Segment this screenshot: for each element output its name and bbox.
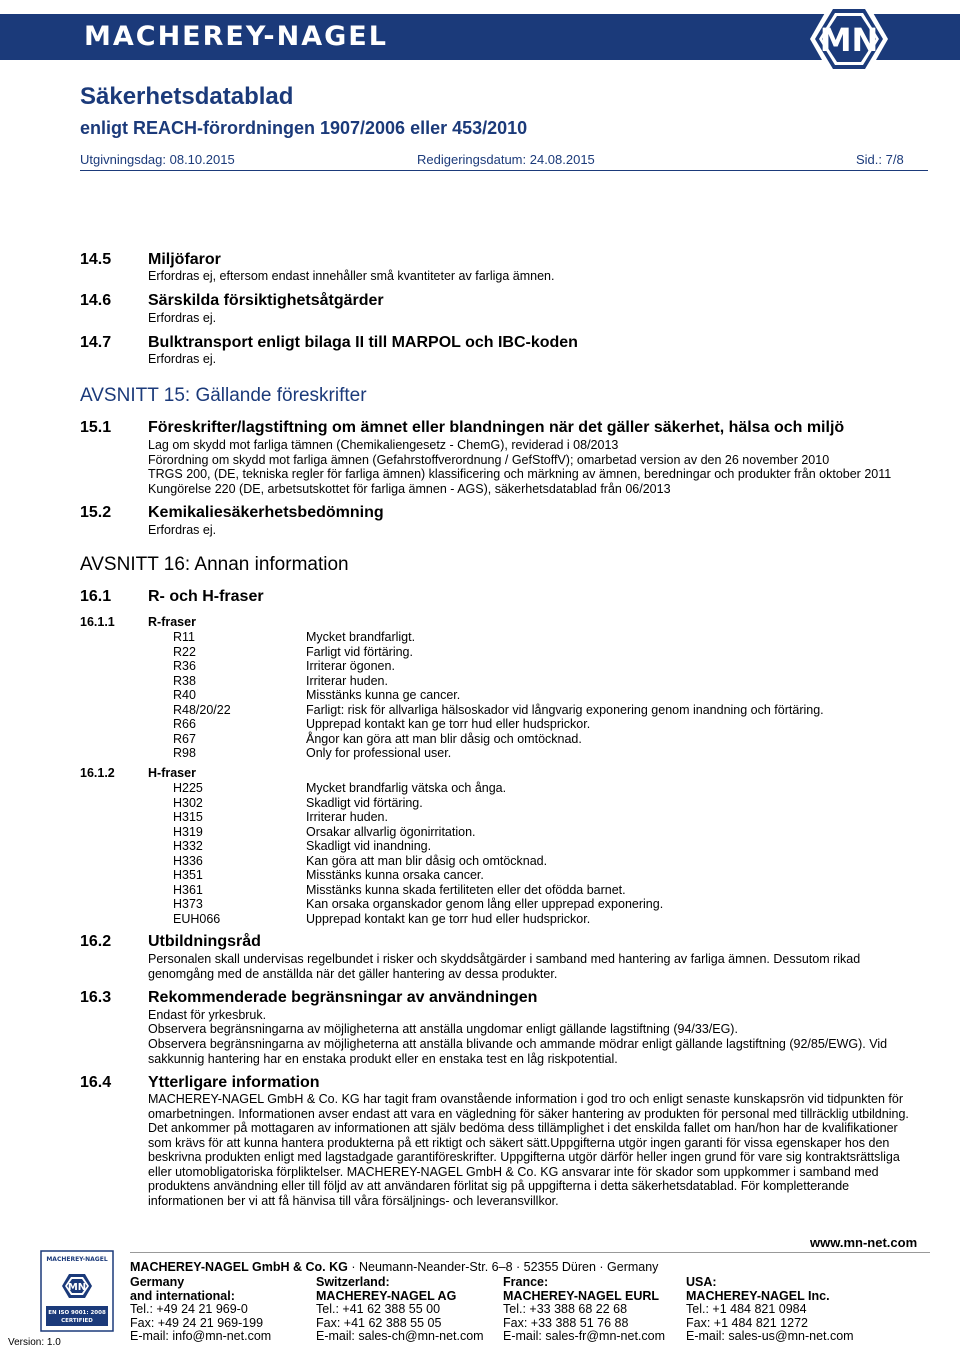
r-phrase-code: R98 bbox=[173, 746, 196, 760]
r-phrase-text: Farligt vid förtäring. bbox=[306, 644, 413, 659]
footer-contact-mail[interactable]: E-mail: sales-ch@mn-net.com bbox=[316, 1329, 484, 1344]
r-phrase-text: Farligt: risk för allvarliga hälsoskador vid långvarig exponering genom inandning och förtäring. bbox=[306, 702, 824, 717]
section-15-1-line: Lag om skydd mot farliga tämnen (Chemikaliengesetz - ChemG), reviderad i 08/2013 bbox=[148, 438, 619, 452]
section-14-6-text: Erfordras ej. bbox=[148, 311, 217, 325]
mn-logo-icon bbox=[782, 0, 916, 78]
r-phrase-code: R66 bbox=[173, 717, 196, 731]
h-phrase-code: H351 bbox=[173, 868, 203, 882]
h-phrase-code: H315 bbox=[173, 810, 203, 824]
doc-title: Säkerhetsdatablad bbox=[80, 83, 294, 110]
footer-contact-l1: Germany bbox=[130, 1275, 185, 1289]
footer-contact-tel: Tel.: +33 388 68 22 68 bbox=[503, 1302, 628, 1317]
r-phrase-code: R38 bbox=[173, 673, 196, 688]
section-16-2-text: Personalen skall undervisas regelbundet i risker och skyddsåtgärder i samband med hantering av farliga ämnen. Dessutom rikad genomgång med de anställda när det gäller hantering av dessa produkter. bbox=[148, 952, 861, 981]
svg-text:EN ISO 9001: 2008: EN ISO 9001: 2008 bbox=[48, 1310, 106, 1316]
h-phrase-text: Skadligt vid förtäring. bbox=[306, 795, 423, 810]
r-phrase-code: R11 bbox=[173, 630, 196, 644]
h-phrase-code: H361 bbox=[173, 882, 203, 897]
h-phrase-code: H225 bbox=[173, 781, 203, 795]
version-label: Version: 1.0 bbox=[8, 1337, 61, 1348]
footer-contact-l2: MACHEREY-NAGEL Inc. bbox=[686, 1288, 830, 1303]
h-phrase-text: Kan orsaka organskador genom lång eller upprepad exponering. bbox=[306, 897, 664, 911]
footer-contact-fax: Fax: +41 62 388 55 05 bbox=[316, 1315, 442, 1330]
h-phrase-code: H302 bbox=[173, 795, 203, 810]
section-16-heading: AVSNITT 16: Annan information bbox=[80, 554, 349, 575]
footer-contact-mail[interactable]: E-mail: sales-fr@mn-net.com bbox=[503, 1329, 666, 1344]
r-phrase-code: R67 bbox=[173, 731, 196, 746]
h-phrase-code: H319 bbox=[173, 824, 203, 839]
r-phrase-text: Misstänks kunna ge cancer. bbox=[306, 688, 461, 702]
header-bar bbox=[0, 0, 960, 78]
h-phrase-text: Mycket brandfarlig vätska och ånga. bbox=[306, 781, 507, 795]
section-16-3-line: Observera begränsningarna av möjligheterna att anställa ungdomar enligt gällande lagstiftning (94/33/EG). bbox=[148, 1022, 738, 1036]
footer-contact-l1: Switzerland: bbox=[316, 1275, 390, 1289]
header-divider bbox=[80, 170, 928, 171]
r-phrase-text: Upprepad kontakt kan ge torr hud eller hudsprickor. bbox=[306, 717, 591, 731]
revision-date: Redigeringsdatum: 24.08.2015 bbox=[417, 152, 595, 167]
r-phrase-text: Irriterar ögonen. bbox=[306, 659, 395, 673]
r-phrase-text: Irriterar huden. bbox=[306, 673, 388, 688]
footer-contact-l1: France: bbox=[503, 1275, 549, 1289]
r-phrases-number: 16.1.1 bbox=[80, 615, 115, 629]
r-phrase-code: R22 bbox=[173, 644, 196, 659]
r-phrase-code: R36 bbox=[173, 659, 196, 673]
section-16-4-text: MACHEREY-NAGEL GmbH & Co. KG har tagit fram ovanstående information i god tro och enligt senaste kunskapsrön vid tidpunkten för omarbetningen. Informationen avser endast att vara en vägledning för säker hantering av produkten för personal med tillräcklig utbildning. Det ankommer på mottagaren av informationen att själv bedöma dess tillämplighet i det enskilda fallet om han/hon har de kvalifikationer som krävs för att kunna hantera produkterna på ett riktigt och säkert sätt.Uppgifterna utgör ingen garanti för vissa egenskaper hos den beskrivna produkten enligt med lagstadgade garantiföreskrifter. Uppgifterna utgör därför heller ingen grund för vare sig kontraktsrättsliga eller utomobligatoriska förpliktelser. MACHEREY-NAGEL GmbH & Co. KG ansvarar inte för skador som uppkommer i samband med produktens användning eller till följd av att användaren förlitat sig på uppgifterna i detta säkerhetsdatablad. För kompletterande informationen ber vi att få hänvisa till våra försäljnings- och leveransvillkor. bbox=[148, 1092, 909, 1208]
h-phrase-text: Misstänks kunna skada fertiliteten eller det ofödda barnet. bbox=[306, 882, 626, 897]
footer-address-line: MACHEREY-NAGEL GmbH & Co. KG · Neumann-Neander-Str. 6–8 · 52355 Düren · Germany bbox=[130, 1260, 659, 1274]
footer-contact-fax: Fax: +49 24 21 969-199 bbox=[130, 1315, 264, 1330]
website-link[interactable]: www.mn-net.com bbox=[810, 1235, 918, 1250]
h-phrase-text: Skadligt vid inandning. bbox=[306, 839, 432, 853]
iso-certified-seal-icon bbox=[40, 1250, 114, 1332]
h-phrase-text: Kan göra att man blir dåsig och omtöcknad. bbox=[306, 853, 548, 868]
issue-date: Utgivningsdag: 08.10.2015 bbox=[80, 152, 235, 167]
footer-contact-mail[interactable]: E-mail: sales-us@mn-net.com bbox=[686, 1329, 854, 1344]
svg-text:MN: MN bbox=[67, 1282, 87, 1293]
footer-contact-mail[interactable]: E-mail: info@mn-net.com bbox=[130, 1329, 272, 1344]
svg-text:MACHEREY-NAGEL: MACHEREY-NAGEL bbox=[46, 1256, 108, 1263]
footer-contact-tel: Tel.: +49 24 21 969-0 bbox=[130, 1302, 248, 1317]
h-phrase-code: EUH066 bbox=[173, 911, 221, 926]
footer-contact-tel: Tel.: +41 62 388 55 00 bbox=[316, 1302, 441, 1317]
section-15-1-line: Förordning om skydd mot farliga ämnen (Gefahrstoffverordnung / GefStoffV); omarbetad version av den 26 november 2010 bbox=[148, 453, 830, 467]
section-15-1-line: TRGS 200, (DE, tekniska regler för farliga ämnen) klassificering och märkning av ämnen, beredningar och produkter från oktober 2011 bbox=[148, 467, 892, 481]
page-number: Sid.: 7/8 bbox=[856, 152, 904, 167]
r-phrase-code: R48/20/22 bbox=[173, 702, 231, 717]
h-phrase-text: Upprepad kontakt kan ge torr hud eller hudsprickor. bbox=[306, 911, 591, 926]
section-15-2-text: Erfordras ej. bbox=[148, 523, 217, 537]
r-phrase-code: R40 bbox=[173, 688, 196, 702]
h-phrase-code: H336 bbox=[173, 853, 203, 868]
footer-contact-l2: MACHEREY-NAGEL EURL bbox=[503, 1288, 660, 1303]
brand-name: MACHEREY-NAGEL bbox=[84, 21, 388, 52]
r-phrase-text: Ångor kan göra att man blir dåsig och omtöcknad. bbox=[306, 731, 582, 746]
svg-text:CERTIFIED: CERTIFIED bbox=[61, 1318, 93, 1324]
section-16-3-line: Observera begränsningarna av möjligheterna att anställa blivande och ammande mödrar enligt gällande lagstiftning (92/85/EWG). Vid sakkunnig hantering har en enstaka produkt eller en enstaka test en låg riskpotential. bbox=[148, 1037, 888, 1066]
footer-contact-l2: and international: bbox=[130, 1288, 235, 1303]
h-phrase-text: Misstänks kunna orsaka cancer. bbox=[306, 868, 484, 882]
section-16-3-line: Endast för yrkesbruk. bbox=[148, 1008, 267, 1022]
footer-contact-l2: MACHEREY-NAGEL AG bbox=[316, 1288, 457, 1303]
section-15-heading: AVSNITT 15: Gällande föreskrifter bbox=[80, 385, 367, 406]
h-phrase-code: H332 bbox=[173, 839, 203, 853]
h-phrase-text: Orsakar allvarlig ögonirritation. bbox=[306, 824, 476, 839]
r-phrases-title: R-fraser bbox=[148, 615, 196, 629]
h-phrases-title: H-fraser bbox=[148, 766, 196, 780]
h-phrase-text: Irriterar huden. bbox=[306, 810, 388, 824]
footer-contact-tel: Tel.: +1 484 821 0984 bbox=[686, 1302, 807, 1317]
h-phrase-code: H373 bbox=[173, 897, 203, 911]
r-phrase-text: Mycket brandfarligt. bbox=[306, 630, 416, 644]
footer-contact-fax: Fax: +1 484 821 1272 bbox=[686, 1315, 808, 1330]
h-phrases-number: 16.1.2 bbox=[80, 766, 115, 780]
section-14-5-text: Erfordras ej, eftersom endast innehåller små kvantiteter av farliga ämnen. bbox=[148, 269, 555, 283]
section-15-1-line: Kungörelse 220 (DE, arbetsutskottet för farliga ämnen - AGS), säkerhetsdatablad från 06/2013 bbox=[148, 482, 671, 496]
footer-divider bbox=[130, 1252, 930, 1253]
footer-contact-fax: Fax: +33 388 51 76 88 bbox=[503, 1315, 629, 1330]
svg-text:MN: MN bbox=[819, 21, 879, 59]
r-phrase-text: Only for professional user. bbox=[306, 746, 452, 760]
footer-contact-l1: USA: bbox=[686, 1275, 717, 1289]
section-14-7-text: Erfordras ej. bbox=[148, 352, 217, 366]
doc-subtitle: enligt REACH-förordningen 1907/2006 eller 453/2010 bbox=[80, 118, 528, 138]
